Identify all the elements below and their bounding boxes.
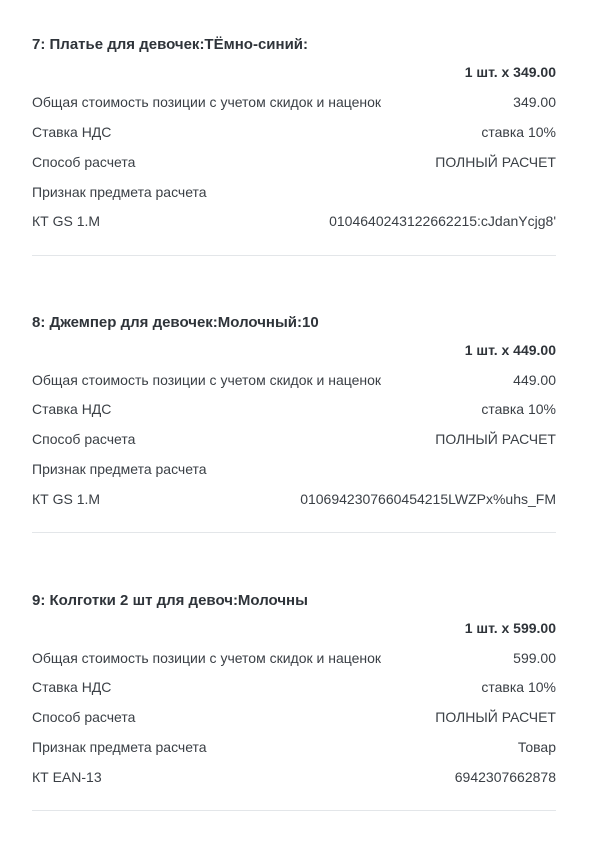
item-row-vat [32,124,556,144]
row-label: Признак предмета расчета [32,184,207,200]
row-value: 0104640243122662215:cJdanYcjg8' [329,213,556,229]
item-title: 7: Платье для девочек:ТЁмно-синий: [32,36,309,53]
item-qty-price: 1 шт. x 449.00 [464,342,556,358]
row-label: Признак предмета расчета [32,461,207,477]
row-value: 0106942307660454215LWZPx%uhs_FM [300,491,556,507]
item-row-code [32,213,556,233]
row-value: 6942307662878 [454,769,556,785]
item-row-total [32,94,556,114]
item-row-total [32,650,556,670]
item-row-payment-method [32,154,556,174]
item-divider [32,810,556,811]
item-row-payment-method [32,431,556,451]
row-value: ставка 10% [481,679,556,695]
row-value: ставка 10% [481,401,556,417]
item-row-vat [32,401,556,421]
row-label: Ставка НДС [32,124,112,140]
row-value: 349.00 [513,94,556,110]
row-value: 599.00 [513,650,556,666]
item-row-total [32,372,556,392]
item-row-code [32,769,556,789]
row-label: КТ GS 1.M [32,491,101,507]
row-value: ставка 10% [481,124,556,140]
row-label: Ставка НДС [32,679,112,695]
item-row-code [32,491,556,511]
row-label: Способ расчета [32,709,136,725]
row-value: ПОЛНЫЙ РАСЧЕТ [435,431,556,447]
row-value: ПОЛНЫЙ РАСЧЕТ [435,154,556,170]
item-divider [32,255,556,256]
row-label: Общая стоимость позиции с учетом скидок и наценок [32,650,382,666]
item-divider [32,532,556,533]
row-label: КТ GS 1.M [32,213,101,229]
row-label: КТ EAN-13 [32,769,102,785]
row-label: Способ расчета [32,154,136,170]
row-label: Способ расчета [32,431,136,447]
item-row-subject [32,461,556,481]
item-title: 9: Колготки 2 шт для девоч:Молочны [32,592,308,609]
item-row-vat [32,679,556,699]
row-value: ПОЛНЫЙ РАСЧЕТ [435,709,556,725]
item-row-subject [32,739,556,759]
row-label: Признак предмета расчета [32,739,207,755]
row-value: 449.00 [513,372,556,388]
item-qty-price: 1 шт. x 599.00 [464,620,556,636]
row-label: Общая стоимость позиции с учетом скидок и наценок [32,372,382,388]
row-value: Товар [517,739,556,755]
row-label: Ставка НДС [32,401,112,417]
item-row-payment-method [32,709,556,729]
row-label: Общая стоимость позиции с учетом скидок и наценок [32,94,382,110]
item-qty-price: 1 шт. x 349.00 [464,64,556,80]
item-title: 8: Джемпер для девочек:Молочный:10 [32,314,319,331]
item-row-subject [32,184,556,204]
